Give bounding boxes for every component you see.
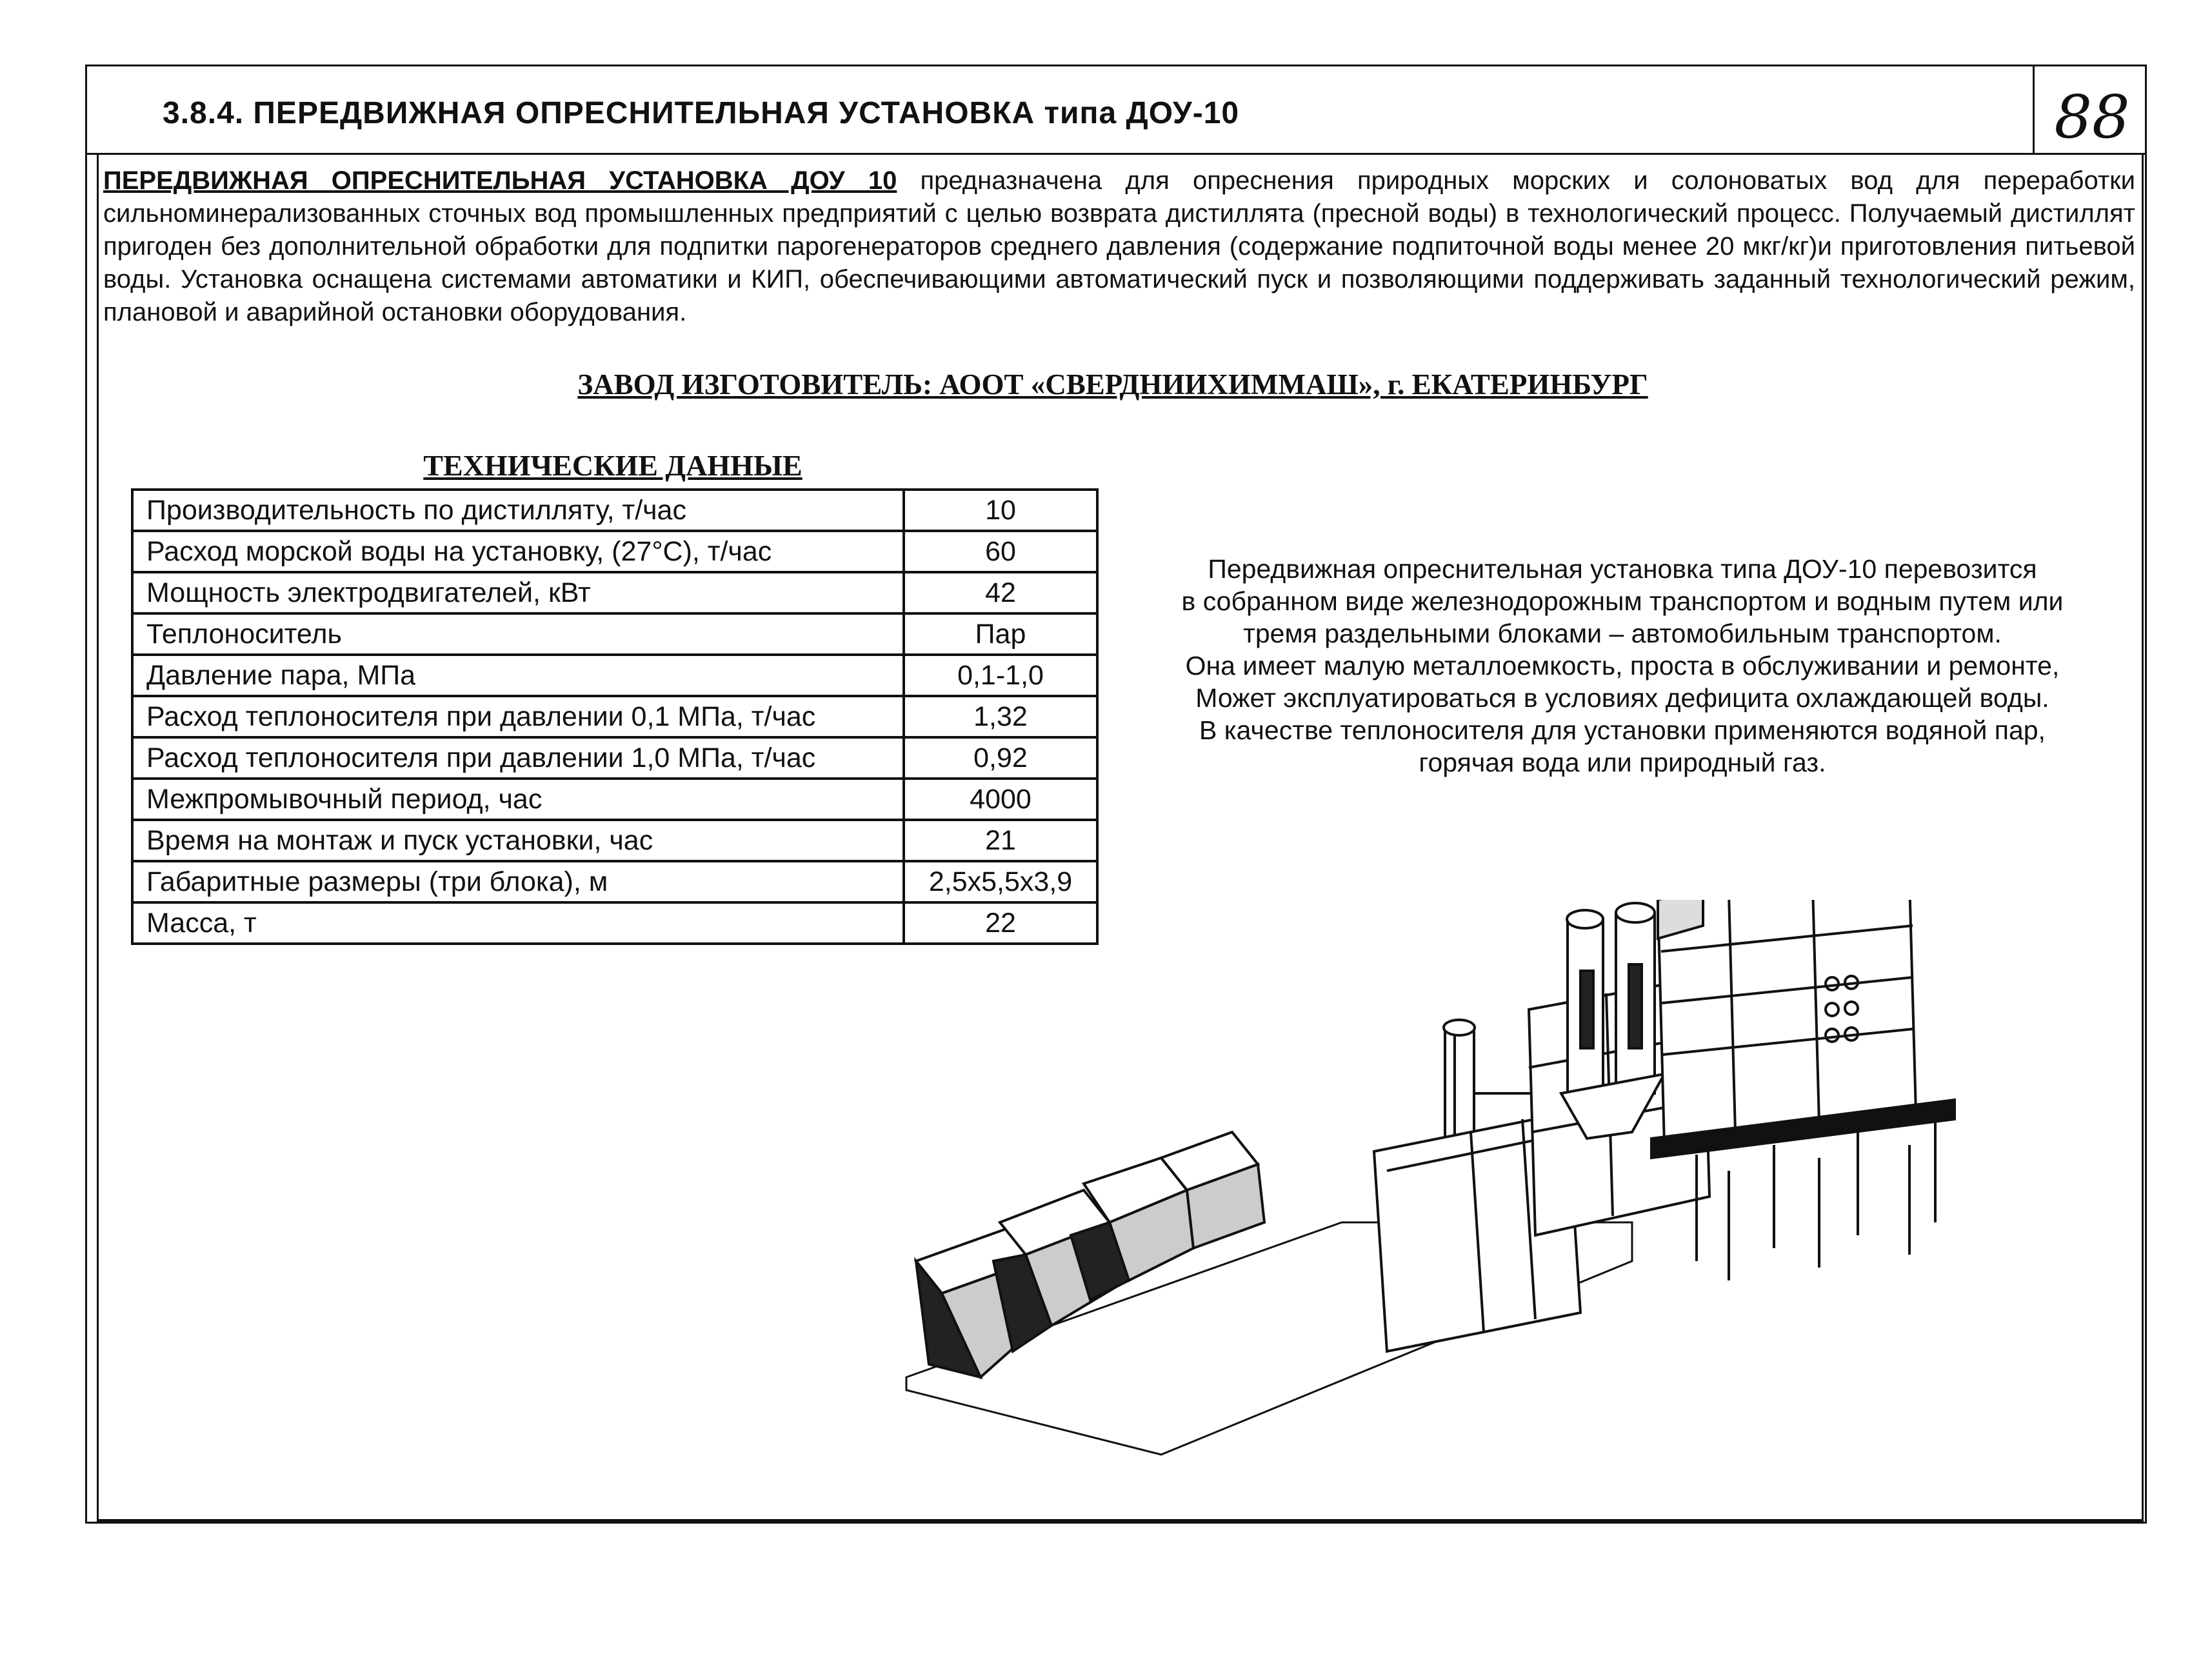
- param-cell: Межпромывочный период, час: [132, 779, 904, 820]
- param-cell: Расход теплоносителя при давлении 1,0 МПа, т/час: [132, 737, 904, 779]
- param-cell: Мощность электродвигателей, кВт: [132, 572, 904, 613]
- param-cell: Давление пара, МПа: [132, 655, 904, 696]
- value-cell: 21: [904, 820, 1097, 861]
- table-row: [132, 572, 1097, 613]
- intro-text: предназначена для опреснения природных морских и солоноватых вод для переработки сильноминерализованных сточных вод промышленных предприятий с целью возврата дистиллята (пресной воды) в технологический процесс. Получаемый дистиллят пригоден без дополнительной обработки для подпитки парогенераторов среднего давления (содержание подпиточной воды менее 20 мкг/кг)и приготовления питьевой воды. Установка оснащена системами автоматики и КИП, обеспечивающими автоматический пуск и позволяющими поддерживать заданный технологический режим, плановой и аварийной остановки оборудования.: [103, 166, 2135, 326]
- table-row: [132, 861, 1097, 902]
- table-row: [132, 531, 1097, 572]
- param-cell: Теплоноситель: [132, 613, 904, 655]
- description-line: Передвижная опреснительная установка типа ДОУ-10 перевозится: [1208, 554, 2037, 584]
- intro-lead: ПЕРЕДВИЖНАЯ ОПРЕСНИТЕЛЬНАЯ УСТАНОВКА ДОУ 10: [103, 166, 897, 195]
- description-line: тремя раздельными блоками – автомобильным транспортом.: [1243, 619, 2002, 648]
- param-cell: Время на монтаж и пуск установки, час: [132, 820, 904, 861]
- value-cell: 0,1-1,0: [904, 655, 1097, 696]
- table-row: [132, 613, 1097, 655]
- page-number: 88: [2054, 83, 2130, 152]
- table-row: [132, 696, 1097, 737]
- param-cell: Габаритные размеры (три блока), м: [132, 861, 904, 902]
- manufacturer-heading: ЗАВОД ИЗГОТОВИТЕЛЬ: АООТ «СВЕРДНИИХИММАШ», г. ЕКАТЕРИНБУРГ: [577, 368, 1648, 401]
- param-cell: Производительность по дистилляту, т/час: [132, 490, 904, 531]
- param-cell: Масса, т: [132, 902, 904, 944]
- value-cell: 60: [904, 531, 1097, 572]
- tech-data-table: [131, 488, 1099, 945]
- param-cell: Расход морской воды на установку, (27°С), т/час: [132, 531, 904, 572]
- value-cell: 4000: [904, 779, 1097, 820]
- description-line: Она имеет малую металлоемкость, проста в обслуживании и ремонте,: [1185, 651, 2060, 681]
- description-line: Может эксплуатироваться в условиях дефицита охлаждающей воды.: [1195, 683, 2049, 713]
- table-row: [132, 779, 1097, 820]
- value-cell: 0,92: [904, 737, 1097, 779]
- description-line: в собранном виде железнодорожным транспортом и водным путем или: [1181, 586, 2064, 616]
- value-cell: 42: [904, 572, 1097, 613]
- value-cell: 22: [904, 902, 1097, 944]
- table-row: [132, 820, 1097, 861]
- table-row: [132, 490, 1097, 531]
- value-cell: 2,5х5,5х3,9: [904, 861, 1097, 902]
- value-cell: Пар: [904, 613, 1097, 655]
- table-row: [132, 737, 1097, 779]
- description-block: [1106, 553, 2138, 779]
- param-cell: Расход теплоносителя при давлении 0,1 МПа, т/час: [132, 696, 904, 737]
- value-cell: 1,32: [904, 696, 1097, 737]
- desalination-unit-illustration: [890, 900, 1987, 1487]
- tech-data-heading: ТЕХНИЧЕСКИЕ ДАННЫЕ: [423, 449, 802, 482]
- value-cell: 10: [904, 490, 1097, 531]
- description-line: горячая вода или природный газ.: [1419, 748, 1826, 777]
- section-title: 3.8.4. ПЕРЕДВИЖНАЯ ОПРЕСНИТЕЛЬНАЯ УСТАНОВКА типа ДОУ-10: [163, 96, 1240, 130]
- description-line: В качестве теплоносителя для установки применяются водяной пар,: [1199, 715, 2046, 745]
- table-row: [132, 655, 1097, 696]
- intro-paragraph: [103, 164, 2135, 329]
